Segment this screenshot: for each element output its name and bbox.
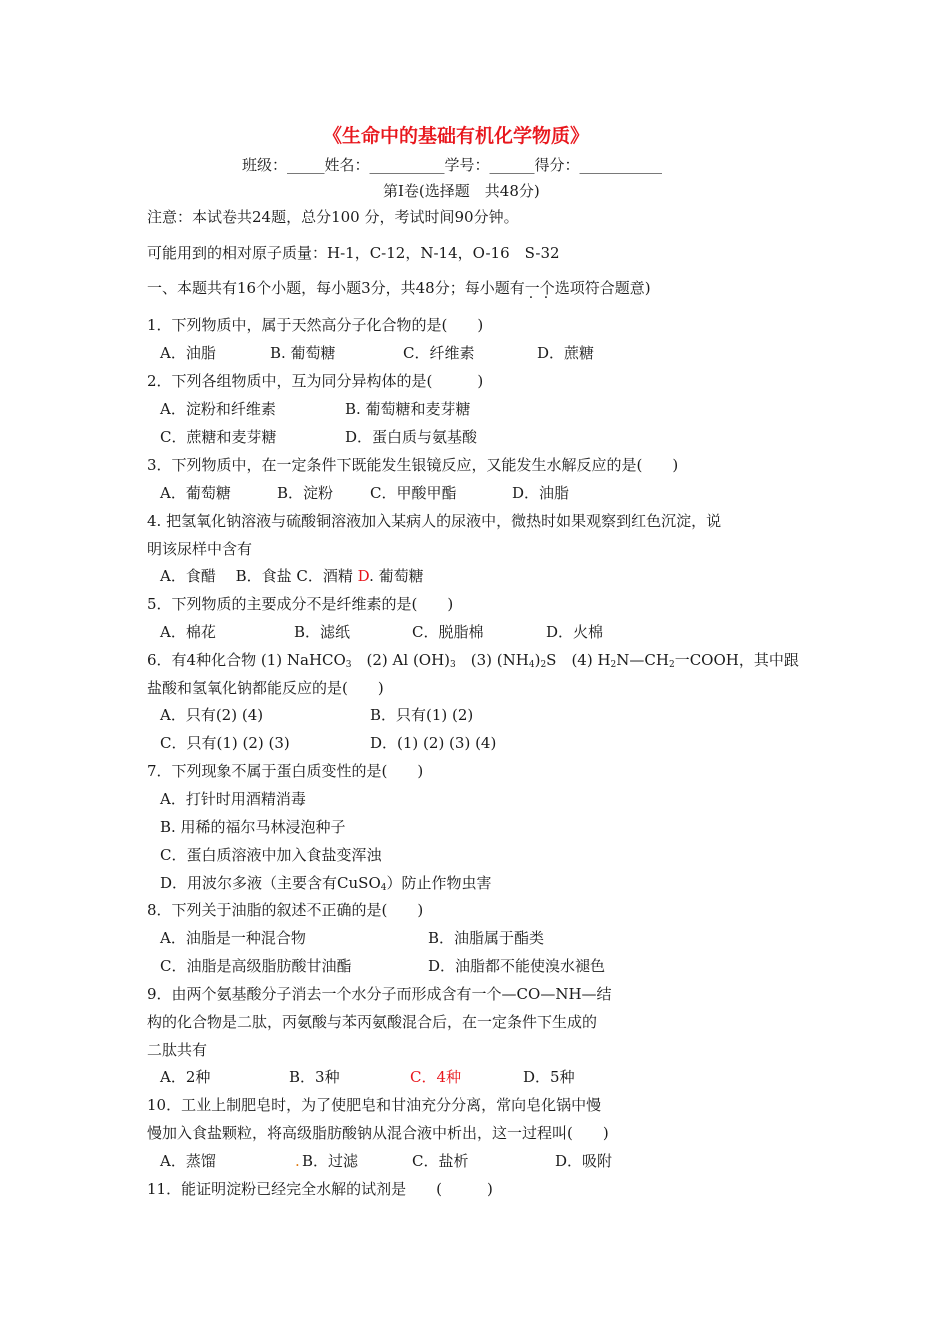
- question-6-stem-line2: 盐酸和氢氧化钠都能反应的是( ): [147, 679, 384, 697]
- question-1-option-c: C．纤维素: [403, 344, 475, 362]
- exam-note: 注意：本试卷共24题，总分100 分，考试时间90分钟。: [147, 208, 519, 226]
- question-8-option-c: C．油脂是高级脂肪酸甘油酯: [160, 957, 352, 975]
- question-7-stem: 7．下列现象不属于蛋白质变性的是( ): [147, 762, 424, 780]
- student-info-line: 班级：_____姓名：__________学号：______得分：___________: [242, 156, 663, 174]
- question-8-option-b: B．油脂属于酯类: [428, 929, 545, 947]
- question-6-option-b: B．只有(1) (2): [370, 706, 474, 724]
- question-6-stem: 6．有4种化合物 (1) NaHCO$_3$ (2) Al $(OH)_3$ (3) $(NH_4)_2S$ (4) $H_2N—CH_2$一COOH，其中跟: [147, 651, 799, 670]
- question-6-option-a: A．只有(2) (4): [160, 706, 264, 724]
- section-title: 第Ⅰ卷(选择题 共48分): [383, 182, 540, 200]
- question-2-stem: 2．下列各组物质中，互为同分异构体的是( ): [147, 372, 484, 390]
- question-10-stem-line2: 慢加入食盐颗粒，将高级脂肪酸钠从混合液中析出，这一过程叫( ): [147, 1124, 609, 1142]
- question-6-option-d: D．(1) (2) (3) (4): [370, 734, 497, 752]
- question-4-options: A．食醋 B．食盐 C．酒精 D. 葡萄糖: [160, 567, 424, 585]
- question-9-option-b: B．3种: [289, 1068, 340, 1086]
- question-9-stem: 9．由两个氨基酸分子消去一个水分子而形成含有一个—CO—NH—结: [147, 985, 612, 1003]
- question-9-option-c: C．4种: [410, 1068, 462, 1086]
- page-title: 《生命中的基础有机化学物质》: [323, 125, 590, 147]
- question-10-option-b: B．过滤: [302, 1152, 359, 1170]
- question-3-option-c: C．甲酸甲酯: [370, 484, 457, 502]
- question-3-option-a: A．葡萄糖: [160, 484, 231, 502]
- question-1-option-a: A．油脂: [160, 344, 216, 362]
- question-1-option-b: B. 葡萄糖: [270, 344, 336, 362]
- question-2-option-a: A．淀粉和纤维素: [160, 400, 276, 418]
- question-10-option-a: A．蒸馏: [160, 1152, 216, 1170]
- question-2-option-d: D．蛋白质与氨基酸: [345, 428, 478, 446]
- question-3-stem: 3．下列物质中，在一定条件下既能发生银镜反应，又能发生水解反应的是( ): [147, 456, 679, 474]
- question-3-option-d: D．油脂: [512, 484, 570, 502]
- question-5-option-d: D．火棉: [546, 623, 604, 641]
- question-7-option-a: A．打针时用酒精消毒: [160, 790, 306, 808]
- question-5-option-b: B．滤纸: [294, 623, 351, 641]
- question-10-stem: 10．工业上制肥皂时，为了使肥皂和甘油充分分离，常向皂化锅中慢: [147, 1096, 602, 1114]
- question-3-option-b: B．淀粉: [277, 484, 334, 502]
- question-5-option-a: A．棉花: [160, 623, 216, 641]
- question-7-option-d: D．用波尔多液（主要含有CuSO$_4$）防止作物虫害: [160, 874, 492, 893]
- question-9-stem-line3: 二肽共有: [147, 1041, 208, 1059]
- question-9-option-d: D．5种: [523, 1068, 575, 1086]
- part-instructions: 一、本题共有16个小题，每小题3分，共48分；每小题有一个选项符合题意): [147, 279, 651, 297]
- question-11-stem: 11．能证明淀粉已经完全水解的试剂是 ( ): [147, 1180, 493, 1198]
- question-5-stem: 5．下列物质的主要成分不是纤维素的是( ): [147, 595, 454, 613]
- question-5-option-c: C．脱脂棉: [412, 623, 484, 641]
- question-10-option-d: D．吸附: [555, 1152, 613, 1170]
- question-7-option-c: C．蛋白质溶液中加入食盐变浑浊: [160, 846, 382, 864]
- question-10-option-c: C．盐析: [412, 1152, 469, 1170]
- question-8-stem: 8．下列关于油脂的叙述不正确的是( ): [147, 901, 424, 919]
- question-10-orange-dot: .: [295, 1152, 300, 1170]
- question-9-stem-line2: 构的化合物是二肽，丙氨酸与苯丙氨酸混合后，在一定条件下生成的: [147, 1013, 598, 1031]
- question-7-option-b: B. 用稀的福尔马林浸泡种子: [160, 818, 346, 836]
- question-6-option-c: C．只有(1) (2) (3): [160, 734, 290, 752]
- question-8-option-a: A．油脂是一种混合物: [160, 929, 306, 947]
- question-2-option-c: C．蔗糖和麦芽糖: [160, 428, 277, 446]
- atomic-mass-note: 可能用到的相对原子质量：H-1，C-12，N-14，O-16 S-32: [147, 244, 560, 262]
- question-2-option-b: B. 葡萄糖和麦芽糖: [345, 400, 471, 418]
- question-4-stem-line2: 明该尿样中含有: [147, 540, 253, 558]
- question-8-option-d: D．油脂都不能使溴水褪色: [428, 957, 606, 975]
- question-9-option-a: A．2种: [160, 1068, 211, 1086]
- question-1-stem: 1．下列物质中，属于天然高分子化合物的是( ): [147, 316, 484, 334]
- question-1-option-d: D．蔗糖: [537, 344, 595, 362]
- question-4-stem: 4. 把氢氧化钠溶液与硫酸铜溶液加入某病人的尿液中，微热时如果观察到红色沉淀，说: [147, 512, 722, 530]
